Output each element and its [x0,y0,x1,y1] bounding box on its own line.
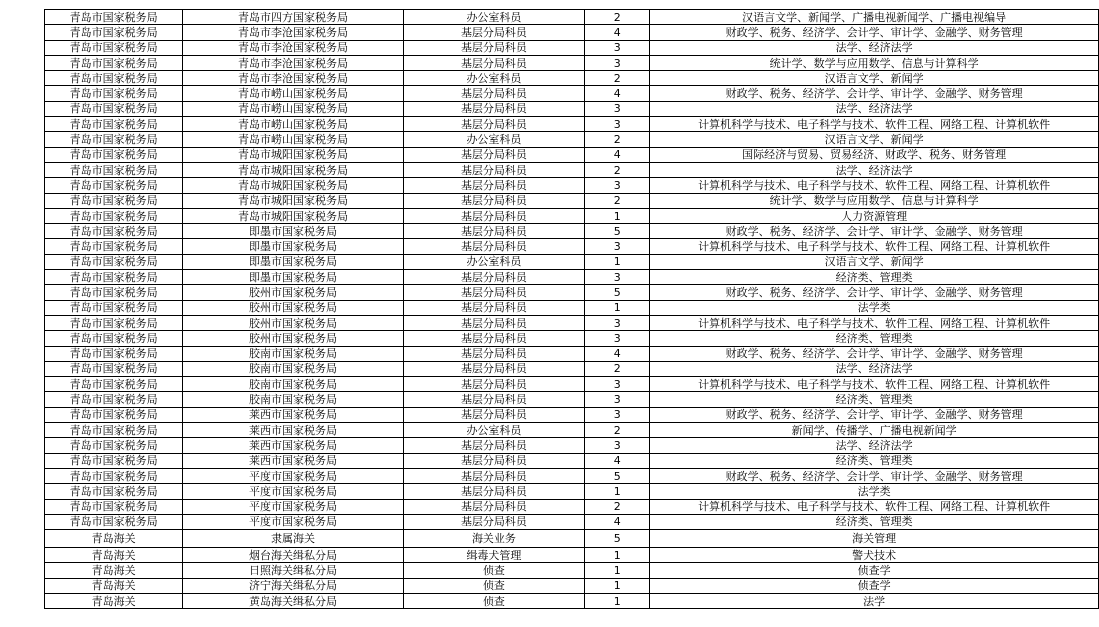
agency-cell: 青岛市国家税务局 [45,423,183,438]
position-cell: 基层分局科员 [403,361,584,376]
major-cell: 经济类、管理类 [650,331,1099,346]
major-cell: 汉语言文学、新闻学 [650,132,1099,147]
department-cell: 烟台海关缉私分局 [183,548,403,563]
major-cell: 财政学、税务、经济学、会计学、审计学、金融学、财务管理 [650,285,1099,300]
major-cell: 计算机科学与技术、电子科学与技术、软件工程、网络工程、计算机软件 [650,117,1099,132]
table-row [45,132,1099,147]
position-cell: 基层分局科员 [403,101,584,116]
table-row [45,10,1099,25]
major-cell: 法学类 [650,484,1099,499]
department-cell: 青岛市李沧国家税务局 [183,25,403,40]
position-cell: 基层分局科员 [403,86,584,101]
table-row [45,239,1099,254]
agency-cell: 青岛市国家税务局 [45,55,183,70]
agency-cell: 青岛市国家税务局 [45,377,183,392]
count-cell: 1 [585,208,650,223]
count-cell: 2 [585,423,650,438]
major-cell: 法学、经济法学 [650,361,1099,376]
agency-cell: 青岛市国家税务局 [45,407,183,422]
count-cell: 4 [585,453,650,468]
department-cell: 胶州市国家税务局 [183,331,403,346]
department-cell: 青岛市城阳国家税务局 [183,208,403,223]
table-row [45,71,1099,86]
agency-cell: 青岛市国家税务局 [45,117,183,132]
table-row [45,530,1099,548]
major-cell: 汉语言文学、新闻学 [650,71,1099,86]
major-cell: 法学类 [650,300,1099,315]
table-row [45,548,1099,563]
agency-cell: 青岛市国家税务局 [45,484,183,499]
department-cell: 青岛市城阳国家税务局 [183,178,403,193]
position-cell: 基层分局科员 [403,270,584,285]
count-cell: 2 [585,132,650,147]
major-cell: 汉语言文学、新闻学 [650,254,1099,269]
table-row [45,55,1099,70]
department-cell: 日照海关缉私分局 [183,563,403,578]
agency-cell: 青岛市国家税务局 [45,499,183,514]
agency-cell: 青岛市国家税务局 [45,132,183,147]
count-cell: 4 [585,147,650,162]
department-cell: 即墨市国家税务局 [183,270,403,285]
count-cell: 2 [585,193,650,208]
agency-cell: 青岛市国家税务局 [45,193,183,208]
agency-cell: 青岛海关 [45,563,183,578]
agency-cell: 青岛市国家税务局 [45,346,183,361]
count-cell: 3 [585,331,650,346]
position-cell: 基层分局科员 [403,514,584,529]
agency-cell: 青岛市国家税务局 [45,239,183,254]
count-cell: 3 [585,377,650,392]
position-cell: 办公室科员 [403,423,584,438]
agency-cell: 青岛市国家税务局 [45,208,183,223]
table-row [45,578,1099,593]
position-cell: 基层分局科员 [403,208,584,223]
count-cell: 4 [585,514,650,529]
agency-cell: 青岛海关 [45,548,183,563]
agency-cell: 青岛市国家税务局 [45,10,183,25]
position-cell: 办公室科员 [403,254,584,269]
major-cell: 国际经济与贸易、贸易经济、财政学、税务、财务管理 [650,147,1099,162]
table-row [45,300,1099,315]
table-row [45,484,1099,499]
table-row [45,208,1099,223]
department-cell: 即墨市国家税务局 [183,254,403,269]
department-cell: 胶州市国家税务局 [183,300,403,315]
agency-cell: 青岛海关 [45,578,183,593]
agency-cell: 青岛市国家税务局 [45,254,183,269]
department-cell: 平度市国家税务局 [183,514,403,529]
job-table [44,9,1099,609]
position-cell: 基层分局科员 [403,55,584,70]
agency-cell: 青岛市国家税务局 [45,224,183,239]
agency-cell: 青岛市国家税务局 [45,331,183,346]
department-cell: 平度市国家税务局 [183,468,403,483]
count-cell: 1 [585,548,650,563]
department-cell: 胶南市国家税务局 [183,346,403,361]
agency-cell: 青岛市国家税务局 [45,514,183,529]
count-cell: 4 [585,346,650,361]
table-row [45,270,1099,285]
count-cell: 2 [585,361,650,376]
major-cell: 海关管理 [650,530,1099,548]
position-cell: 基层分局科员 [403,438,584,453]
count-cell: 3 [585,55,650,70]
count-cell: 3 [585,239,650,254]
count-cell: 4 [585,25,650,40]
major-cell: 统计学、数学与应用数学、信息与计算科学 [650,55,1099,70]
table-row [45,331,1099,346]
department-cell: 隶属海关 [183,530,403,548]
count-cell: 2 [585,71,650,86]
agency-cell: 青岛市国家税务局 [45,71,183,86]
table-row [45,147,1099,162]
department-cell: 青岛市城阳国家税务局 [183,147,403,162]
agency-cell: 青岛市国家税务局 [45,438,183,453]
count-cell: 1 [585,484,650,499]
department-cell: 平度市国家税务局 [183,484,403,499]
agency-cell: 青岛市国家税务局 [45,453,183,468]
count-cell: 1 [585,254,650,269]
position-cell: 基层分局科员 [403,484,584,499]
major-cell: 法学、经济法学 [650,162,1099,177]
department-cell: 莱西市国家税务局 [183,423,403,438]
major-cell: 侦查学 [650,563,1099,578]
major-cell: 经济类、管理类 [650,514,1099,529]
department-cell: 青岛市崂山国家税务局 [183,86,403,101]
position-cell: 基层分局科员 [403,392,584,407]
table-row [45,514,1099,529]
agency-cell: 青岛市国家税务局 [45,315,183,330]
count-cell: 3 [585,117,650,132]
count-cell: 3 [585,40,650,55]
major-cell: 法学、经济法学 [650,40,1099,55]
department-cell: 莱西市国家税务局 [183,407,403,422]
count-cell: 3 [585,438,650,453]
table-row [45,468,1099,483]
table-row [45,162,1099,177]
position-cell: 办公室科员 [403,71,584,86]
table-row [45,40,1099,55]
position-cell: 侦查 [403,593,584,608]
department-cell: 胶州市国家税务局 [183,285,403,300]
major-cell: 新闻学、传播学、广播电视新闻学 [650,423,1099,438]
position-cell: 办公室科员 [403,10,584,25]
major-cell: 财政学、税务、经济学、会计学、审计学、金融学、财务管理 [650,25,1099,40]
major-cell: 财政学、税务、经济学、会计学、审计学、金融学、财务管理 [650,224,1099,239]
major-cell: 统计学、数学与应用数学、信息与计算科学 [650,193,1099,208]
major-cell: 计算机科学与技术、电子科学与技术、软件工程、网络工程、计算机软件 [650,499,1099,514]
major-cell: 计算机科学与技术、电子科学与技术、软件工程、网络工程、计算机软件 [650,178,1099,193]
count-cell: 5 [585,530,650,548]
position-cell: 基层分局科员 [403,239,584,254]
position-cell: 基层分局科员 [403,193,584,208]
agency-cell: 青岛市国家税务局 [45,361,183,376]
position-cell: 基层分局科员 [403,25,584,40]
major-cell: 人力资源管理 [650,208,1099,223]
agency-cell: 青岛市国家税务局 [45,147,183,162]
major-cell: 财政学、税务、经济学、会计学、审计学、金融学、财务管理 [650,407,1099,422]
department-cell: 济宁海关缉私分局 [183,578,403,593]
position-cell: 海关业务 [403,530,584,548]
count-cell: 2 [585,499,650,514]
position-cell: 基层分局科员 [403,224,584,239]
count-cell: 1 [585,563,650,578]
department-cell: 青岛市城阳国家税务局 [183,193,403,208]
major-cell: 经济类、管理类 [650,392,1099,407]
department-cell: 莱西市国家税务局 [183,438,403,453]
table-row [45,178,1099,193]
table-row [45,193,1099,208]
table-row [45,563,1099,578]
position-cell: 基层分局科员 [403,468,584,483]
position-cell: 基层分局科员 [403,377,584,392]
count-cell: 2 [585,162,650,177]
position-cell: 基层分局科员 [403,300,584,315]
table-row [45,315,1099,330]
department-cell: 青岛市城阳国家税务局 [183,162,403,177]
position-cell: 基层分局科员 [403,117,584,132]
table-row [45,407,1099,422]
major-cell: 经济类、管理类 [650,270,1099,285]
major-cell: 计算机科学与技术、电子科学与技术、软件工程、网络工程、计算机软件 [650,239,1099,254]
position-cell: 侦查 [403,563,584,578]
agency-cell: 青岛市国家税务局 [45,468,183,483]
position-cell: 基层分局科员 [403,331,584,346]
agency-cell: 青岛海关 [45,530,183,548]
department-cell: 平度市国家税务局 [183,499,403,514]
position-cell: 基层分局科员 [403,147,584,162]
agency-cell: 青岛市国家税务局 [45,162,183,177]
table-row [45,254,1099,269]
table-row [45,346,1099,361]
department-cell: 胶州市国家税务局 [183,315,403,330]
count-cell: 2 [585,10,650,25]
table-row [45,438,1099,453]
agency-cell: 青岛市国家税务局 [45,300,183,315]
department-cell: 胶南市国家税务局 [183,377,403,392]
agency-cell: 青岛海关 [45,593,183,608]
count-cell: 5 [585,224,650,239]
agency-cell: 青岛市国家税务局 [45,392,183,407]
table-row [45,423,1099,438]
department-cell: 青岛市崂山国家税务局 [183,132,403,147]
table-row [45,361,1099,376]
department-cell: 黄岛海关缉私分局 [183,593,403,608]
table-row [45,499,1099,514]
position-cell: 基层分局科员 [403,346,584,361]
major-cell: 侦查学 [650,578,1099,593]
department-cell: 青岛市李沧国家税务局 [183,40,403,55]
agency-cell: 青岛市国家税务局 [45,270,183,285]
position-cell: 基层分局科员 [403,162,584,177]
major-cell: 财政学、税务、经济学、会计学、审计学、金融学、财务管理 [650,468,1099,483]
position-cell: 基层分局科员 [403,178,584,193]
table-row [45,392,1099,407]
department-cell: 青岛市四方国家税务局 [183,10,403,25]
department-cell: 胶南市国家税务局 [183,392,403,407]
position-cell: 侦查 [403,578,584,593]
table-row [45,593,1099,608]
department-cell: 青岛市李沧国家税务局 [183,55,403,70]
department-cell: 莱西市国家税务局 [183,453,403,468]
table-row [45,86,1099,101]
position-cell: 基层分局科员 [403,407,584,422]
major-cell: 警犬技术 [650,548,1099,563]
agency-cell: 青岛市国家税务局 [45,86,183,101]
department-cell: 胶南市国家税务局 [183,361,403,376]
position-cell: 基层分局科员 [403,499,584,514]
count-cell: 1 [585,578,650,593]
count-cell: 3 [585,270,650,285]
agency-cell: 青岛市国家税务局 [45,178,183,193]
department-cell: 即墨市国家税务局 [183,224,403,239]
table-row [45,25,1099,40]
count-cell: 1 [585,593,650,608]
table-row [45,453,1099,468]
major-cell: 计算机科学与技术、电子科学与技术、软件工程、网络工程、计算机软件 [650,377,1099,392]
major-cell: 法学 [650,593,1099,608]
agency-cell: 青岛市国家税务局 [45,101,183,116]
count-cell: 3 [585,407,650,422]
department-cell: 青岛市崂山国家税务局 [183,117,403,132]
major-cell: 法学、经济法学 [650,438,1099,453]
table-row [45,101,1099,116]
department-cell: 即墨市国家税务局 [183,239,403,254]
count-cell: 3 [585,178,650,193]
count-cell: 3 [585,392,650,407]
major-cell: 计算机科学与技术、电子科学与技术、软件工程、网络工程、计算机软件 [650,315,1099,330]
count-cell: 4 [585,86,650,101]
count-cell: 5 [585,285,650,300]
department-cell: 青岛市李沧国家税务局 [183,71,403,86]
position-cell: 办公室科员 [403,132,584,147]
department-cell: 青岛市崂山国家税务局 [183,101,403,116]
job-table-body [45,10,1099,609]
count-cell: 5 [585,468,650,483]
position-cell: 基层分局科员 [403,285,584,300]
table-row [45,285,1099,300]
position-cell: 基层分局科员 [403,315,584,330]
major-cell: 财政学、税务、经济学、会计学、审计学、金融学、财务管理 [650,86,1099,101]
major-cell: 汉语言文学、新闻学、广播电视新闻学、广播电视编导 [650,10,1099,25]
agency-cell: 青岛市国家税务局 [45,40,183,55]
major-cell: 财政学、税务、经济学、会计学、审计学、金融学、财务管理 [650,346,1099,361]
count-cell: 1 [585,300,650,315]
table-row [45,377,1099,392]
count-cell: 3 [585,101,650,116]
table-row [45,117,1099,132]
position-cell: 基层分局科员 [403,453,584,468]
major-cell: 经济类、管理类 [650,453,1099,468]
count-cell: 3 [585,315,650,330]
table-row [45,224,1099,239]
agency-cell: 青岛市国家税务局 [45,25,183,40]
position-cell: 缉毒犬管理 [403,548,584,563]
agency-cell: 青岛市国家税务局 [45,285,183,300]
position-cell: 基层分局科员 [403,40,584,55]
major-cell: 法学、经济法学 [650,101,1099,116]
